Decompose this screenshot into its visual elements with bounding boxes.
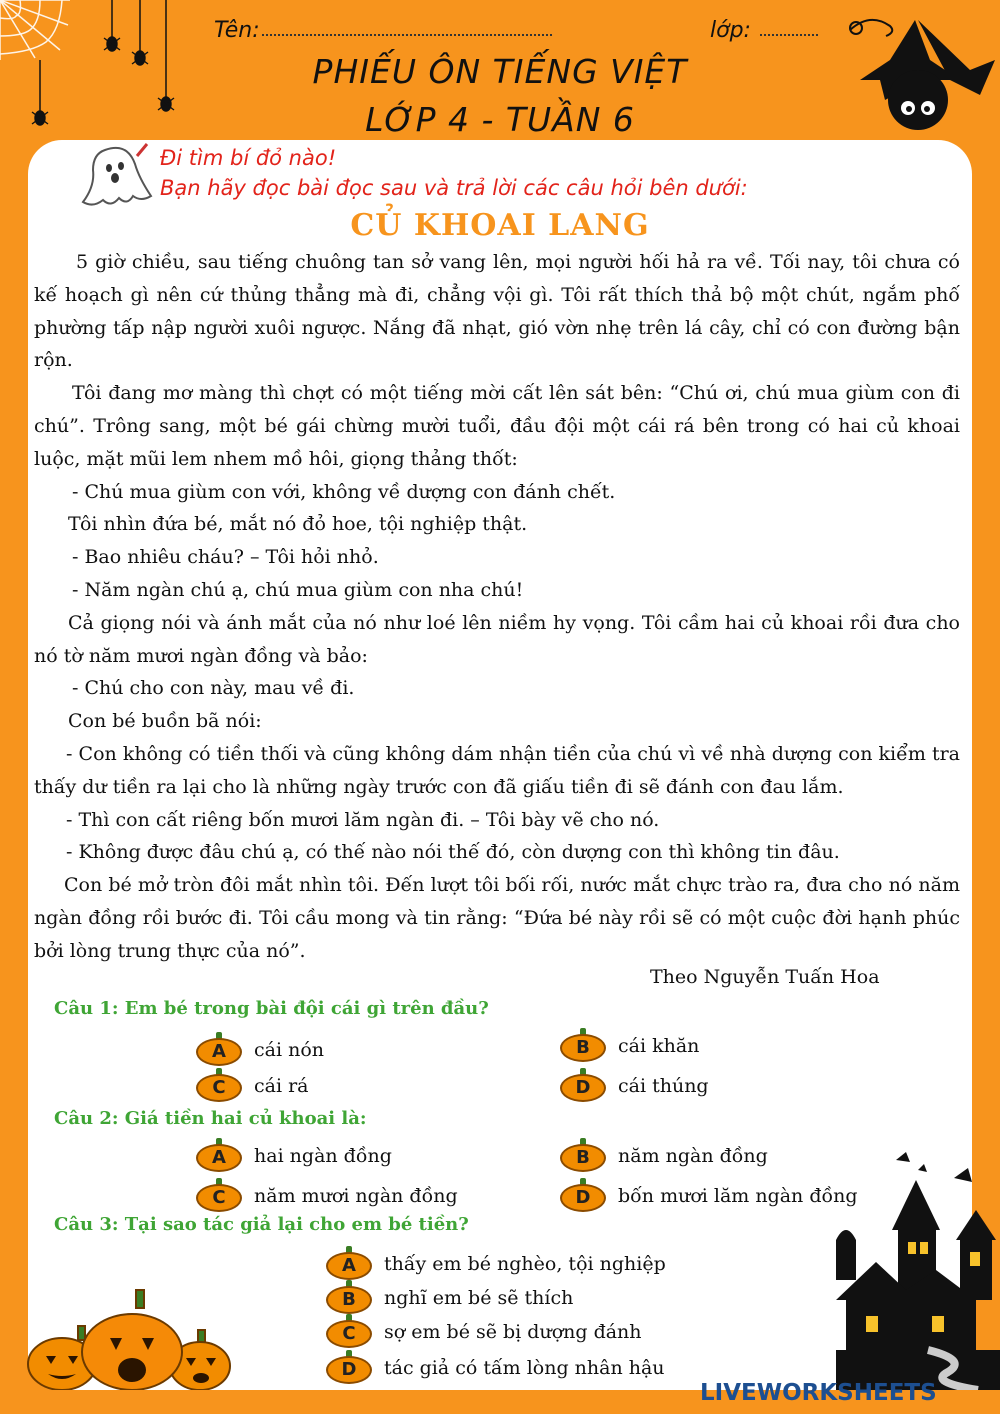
option-text: tác giả có tấm lòng nhân hậu	[384, 1357, 665, 1379]
q2-option-d[interactable]	[560, 1180, 858, 1212]
pumpkin-icon: D	[326, 1352, 372, 1384]
question-3: Câu 3: Tại sao tác giả lại cho em bé tiền?	[54, 1214, 469, 1235]
story-paragraph: - Thì con cất riêng bốn mươi lăm ngàn đi. – Tôi bày vẽ cho nó.	[66, 808, 660, 831]
story-paragraph: - Năm ngàn chú ạ, chú mua giùm con nha chú!	[72, 578, 524, 601]
option-text: thấy em bé nghèo, tội nghiệp	[384, 1253, 666, 1275]
worksheet-subtitle: LỚP 4 - TUẦN 6	[365, 100, 635, 139]
q1-option-c[interactable]	[196, 1070, 309, 1102]
question-2: Câu 2: Giá tiền hai củ khoai là:	[54, 1108, 367, 1129]
instruction-line-1: Đi tìm bí đỏ nào!	[160, 146, 337, 170]
story-paragraph: Tôi nhìn đứa bé, mắt nó đỏ hoe, tội nghiệp thật.	[68, 513, 528, 536]
q1-option-d[interactable]	[560, 1070, 709, 1102]
pumpkin-icon: C	[196, 1180, 242, 1212]
option-text: cái rá	[254, 1075, 309, 1097]
q3-option-a[interactable]	[326, 1248, 666, 1280]
q3-option-b[interactable]	[326, 1282, 573, 1314]
option-text: năm ngàn đồng	[618, 1145, 768, 1167]
pumpkin-icon: C	[196, 1070, 242, 1102]
story-paragraph: Tôi đang mơ màng thì chợt có một tiếng mời cất lên sát bên: “Chú ơi, chú mua giùm con đi chú”. Trông sang, một bé gái chừng mười tuổi, đầu đội một cái rá bên trong có hai củ khoai luộc, mặt mũi lem nhem mồ hôi, giọng thảng thốt:	[34, 382, 960, 470]
story-title: CỦ KHOAI LANG	[350, 208, 650, 243]
pumpkin-icon: A	[196, 1140, 242, 1172]
story-paragraph: - Chú mua giùm con với, không về dượng con đánh chết.	[72, 480, 616, 503]
q2-option-b[interactable]	[560, 1140, 768, 1172]
pumpkin-icon: A	[326, 1248, 372, 1280]
name-input-line[interactable]	[262, 34, 552, 36]
story-paragraph: - Chú cho con này, mau về đi.	[72, 677, 355, 700]
pumpkin-icon: B	[326, 1282, 372, 1314]
story-paragraph: 5 giờ chiều, sau tiếng chuông tan sở vang lên, mọi người hối hả ra về. Tối nay, tôi chưa có kế hoạch gì nên cứ thủng thẳng mà đi, chẳng vội gì. Tôi rất thích thả bộ một chút, ngắm phố phường tấp nập người xuôi ngược. Nắng đã nhạt, gió vờn nhẹ trên lá cây, chỉ có con đường bận rộn.	[34, 251, 960, 372]
ghost-icon	[75, 142, 157, 212]
q2-option-a[interactable]	[196, 1140, 392, 1172]
option-text: cái khăn	[618, 1035, 700, 1057]
pumpkin-icon: C	[326, 1316, 372, 1348]
name-label: Tên:	[214, 18, 260, 43]
liveworksheets-logo: LIVEWORKSHEETS	[700, 1380, 937, 1406]
option-text: cái thúng	[618, 1075, 709, 1097]
class-label: lớp:	[710, 18, 751, 43]
jack-o-lantern-icon	[22, 1286, 232, 1390]
worksheet-title: PHIẾU ÔN TIẾNG VIỆT	[312, 52, 688, 91]
instruction-line-2: Bạn hãy đọc bài đọc sau và trả lời các câu hỏi bên dưới:	[160, 176, 748, 200]
q3-option-c[interactable]	[326, 1316, 642, 1348]
pumpkin-icon: A	[196, 1034, 242, 1066]
option-text: cái nón	[254, 1039, 324, 1061]
story-body	[34, 246, 960, 968]
question-1: Câu 1: Em bé trong bài đội cái gì trên đầu?	[54, 998, 489, 1019]
haunted-house-icon	[836, 1150, 1000, 1390]
option-text: sợ em bé sẽ bị dượng đánh	[384, 1321, 642, 1343]
option-text: nghĩ em bé sẽ thích	[384, 1287, 574, 1309]
option-text: năm mươi ngàn đồng	[254, 1185, 458, 1207]
story-paragraph: - Con không có tiền thối và cũng không dám nhận tiền của chú vì về nhà dượng con kiểm tra thấy dư tiền ra lại cho là những ngày trước con đã giấu tiền đi sẽ đánh con đau lắm.	[34, 742, 960, 798]
option-text: hai ngàn đồng	[254, 1145, 392, 1167]
option-text: bốn mươi lăm ngàn đồng	[618, 1185, 858, 1207]
q2-option-c[interactable]	[196, 1180, 458, 1212]
class-input-line[interactable]	[760, 34, 818, 36]
story-source: Theo Nguyễn Tuấn Hoa	[650, 966, 880, 988]
story-paragraph: Con bé buồn bã nói:	[68, 710, 262, 733]
story-paragraph: Con bé mở tròn đôi mắt nhìn tôi. Đến lượt tôi bối rối, nước mắt chực trào ra, đưa cho nó năm ngàn đồng rồi bước đi. Tôi cầu mong và tin rằng: “Đứa bé này rồi sẽ có một cuộc đời hạnh phúc bởi lòng trung thực của nó”.	[34, 874, 960, 962]
q1-option-a[interactable]	[196, 1034, 324, 1066]
story-paragraph: Cả giọng nói và ánh mắt của nó như loé lên niềm hy vọng. Tôi cầm hai củ khoai rồi đưa cho nó tờ năm mươi ngàn đồng và bảo:	[34, 611, 960, 667]
pumpkin-icon: B	[560, 1140, 606, 1172]
q3-option-d[interactable]	[326, 1352, 665, 1384]
story-paragraph: - Không được đâu chú ạ, có thế nào nói thế đó, còn dượng con thì không tin đâu.	[66, 841, 840, 864]
story-paragraph: - Bao nhiêu cháu? – Tôi hỏi nhỏ.	[72, 546, 379, 569]
pumpkin-icon: B	[560, 1030, 606, 1062]
pumpkin-icon: D	[560, 1180, 606, 1212]
q1-option-b[interactable]	[560, 1030, 699, 1062]
pumpkin-icon: D	[560, 1070, 606, 1102]
